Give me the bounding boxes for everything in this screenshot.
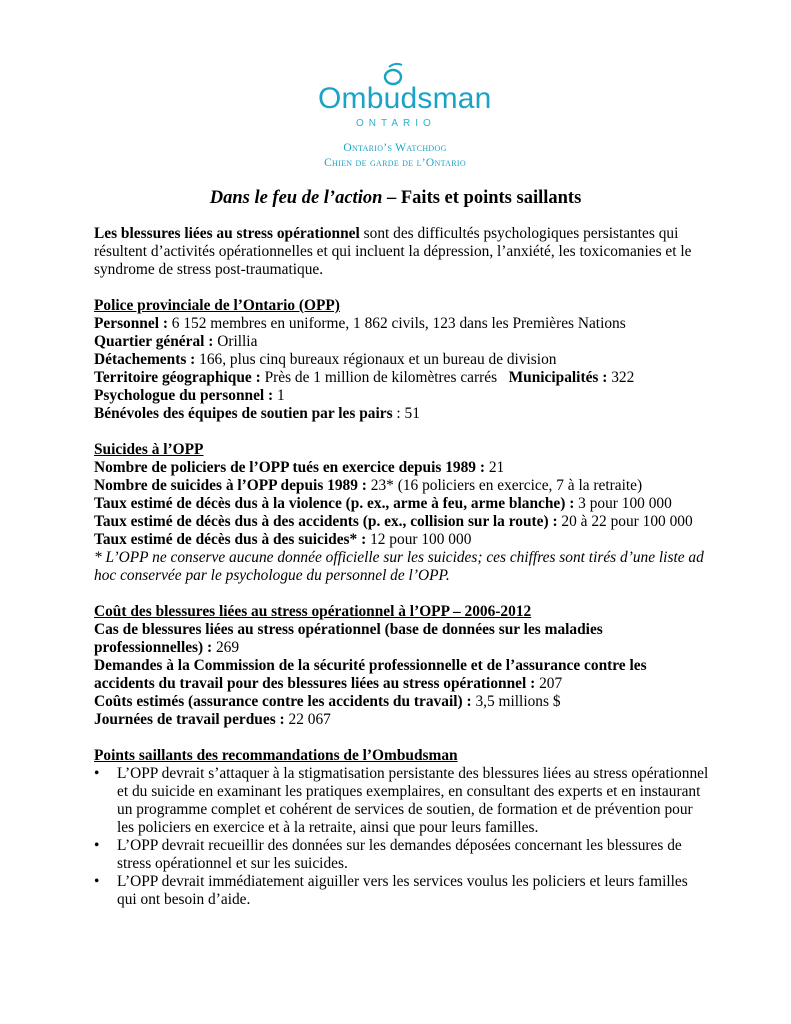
opp-territory-label: Territoire géographique : <box>94 369 261 386</box>
opp-hq-value: Orillia <box>213 333 258 350</box>
bullet-icon: • <box>94 873 100 890</box>
recommendations-list <box>94 765 709 909</box>
opp-hq <box>94 333 709 351</box>
cost-claims-value: 207 <box>535 675 563 692</box>
suicide-rate <box>94 531 709 549</box>
accident-rate <box>94 513 709 531</box>
bullet-icon: • <box>94 837 100 854</box>
suicide-rate-label: Taux estimé de décès dus à des suicides* : <box>94 531 367 548</box>
list-item <box>94 873 709 909</box>
opp-volunteers <box>94 405 709 423</box>
suicide-count <box>94 477 709 495</box>
cost-section <box>94 603 709 729</box>
officers-killed-value: 21 <box>484 459 505 476</box>
opp-psychologist-label: Psychologue du personnel : <box>94 387 274 404</box>
opp-personnel-label: Personnel : <box>94 315 168 332</box>
cost-cases-label: Cas de blessures liées au stress opérationnel (base de données sur les maladies professionnelles) : <box>94 621 603 656</box>
recommendation-text: L’OPP devrait recueillir des données sur les demandes déposées concernant les blessures de stress opérationnel et sur les suicides. <box>117 837 682 872</box>
opp-hq-label: Quartier général : <box>94 333 214 350</box>
recommendations-heading: Points saillants des recommandations de l’Ombudsman <box>94 747 458 764</box>
intro-paragraph <box>94 225 709 279</box>
suicide-count-label: Nombre de suicides à l’OPP depuis 1989 : <box>94 477 367 494</box>
cost-days-lost <box>94 711 709 729</box>
logo-tagline-en: Ontario’s Watchdog <box>343 142 447 154</box>
suicides-section <box>94 441 709 585</box>
opp-psychologist <box>94 387 709 405</box>
suicide-footnote-text: * L’OPP ne conserve aucune donnée officielle sur les suicides; ces chiffres sont tirés d’une liste ad hoc conservée par le psychologue du personnel de l’OPP. <box>94 549 704 584</box>
opp-psychologist-value: 1 <box>273 387 285 404</box>
cost-estimated <box>94 693 709 711</box>
cost-heading: Coût des blessures liées au stress opérationnel à l’OPP – 2006-2012 <box>94 603 532 620</box>
officers-killed-label: Nombre de policiers de l’OPP tués en exercice depuis 1989 : <box>94 459 485 476</box>
opp-personnel <box>94 315 709 333</box>
suicides-heading: Suicides à l’OPP <box>94 441 204 458</box>
cost-estimated-label: Coûts estimés (assurance contre les accidents du travail) : <box>94 693 472 710</box>
list-item <box>94 765 709 837</box>
logo-wordmark: Ombudsman <box>318 82 492 115</box>
recommendation-text: L’OPP devrait s’attaquer à la stigmatisation persistante des blessures liées au stress opérationnel et du suicide en examinant les pratiques exemplaires, en consultant des experts et en instaurant un programme complet et cohérent de services de soutien, de formation et de prévention pour les policiers en exercice et à la retraite, ainsi que pour leurs familles. <box>117 765 709 836</box>
opp-detachments-value: 166, plus cinq bureaux régionaux et un bureau de division <box>195 351 557 368</box>
list-item <box>94 837 709 873</box>
opp-volunteers-label: Bénévoles des équipes de soutien par les pairs <box>94 405 393 422</box>
recommendations-section <box>94 747 709 909</box>
violence-rate-label: Taux estimé de décès dus à la violence (p. ex., arme à feu, arme blanche) : <box>94 495 575 512</box>
bullet-icon: • <box>94 765 100 782</box>
cost-estimated-value: 3,5 millions $ <box>471 693 561 710</box>
cost-days-lost-label: Journées de travail perdues : <box>94 711 285 728</box>
opp-detachments <box>94 351 709 369</box>
opp-section <box>94 297 709 423</box>
opp-territory-value: Près de 1 million de kilomètres carrés <box>260 369 498 386</box>
accident-rate-value: 20 à 22 pour 100 000 <box>557 513 693 530</box>
violence-rate-value: 3 pour 100 000 <box>574 495 672 512</box>
logo-subtitle: ONTARIO <box>356 118 436 129</box>
recommendation-text: L’OPP devrait immédiatement aiguiller vers les services voulus les policiers et leurs familles qui ont besoin d’aide. <box>117 873 688 908</box>
cost-cases-value: 269 <box>212 639 240 656</box>
opp-municipalities-value: 322 <box>607 369 635 386</box>
officers-killed <box>94 459 709 477</box>
opp-personnel-value: 6 152 membres en uniforme, 1 862 civils, 123 dans les Premières Nations <box>167 315 626 332</box>
suicide-footnote <box>94 549 709 585</box>
suicide-count-value: 23* (16 policiers en exercice, 7 à la retraite) <box>366 477 643 494</box>
suicide-rate-value: 12 pour 100 000 <box>366 531 472 548</box>
logo-tagline-fr: Chien de garde de l’Ontario <box>324 157 466 169</box>
page-title <box>0 188 791 209</box>
cost-days-lost-value: 22 067 <box>284 711 331 728</box>
opp-detachments-label: Détachements : <box>94 351 196 368</box>
page-title-rest: – Faits et points saillants <box>382 188 582 208</box>
cost-claims-label: Demandes à la Commission de la sécurité professionnelle et de l’assurance contre les accidents du travail pour des blessures liées au stress opérationnel : <box>94 657 647 692</box>
opp-territory <box>94 369 709 387</box>
opp-heading: Police provinciale de l’Ontario (OPP) <box>94 297 340 314</box>
document-body <box>94 225 709 909</box>
accident-rate-label: Taux estimé de décès dus à des accidents (p. ex., collision sur la route) : <box>94 513 558 530</box>
intro-term: Les blessures liées au stress opérationnel <box>94 225 360 242</box>
opp-municipalities-label: Municipalités : <box>508 369 608 386</box>
intro-text: sont des difficultés psychologiques persistantes qui résultent d’activités opérationnelles et qui incluent la dépression, l’anxiété, les toxicomanies et le syndrome de stress post-traumatique. <box>94 225 692 278</box>
cost-cases <box>94 621 709 657</box>
cost-claims <box>94 657 709 693</box>
violence-rate <box>94 495 709 513</box>
opp-volunteers-value: : 51 <box>392 405 420 422</box>
page-title-italic: Dans le feu de l’action <box>209 188 383 208</box>
